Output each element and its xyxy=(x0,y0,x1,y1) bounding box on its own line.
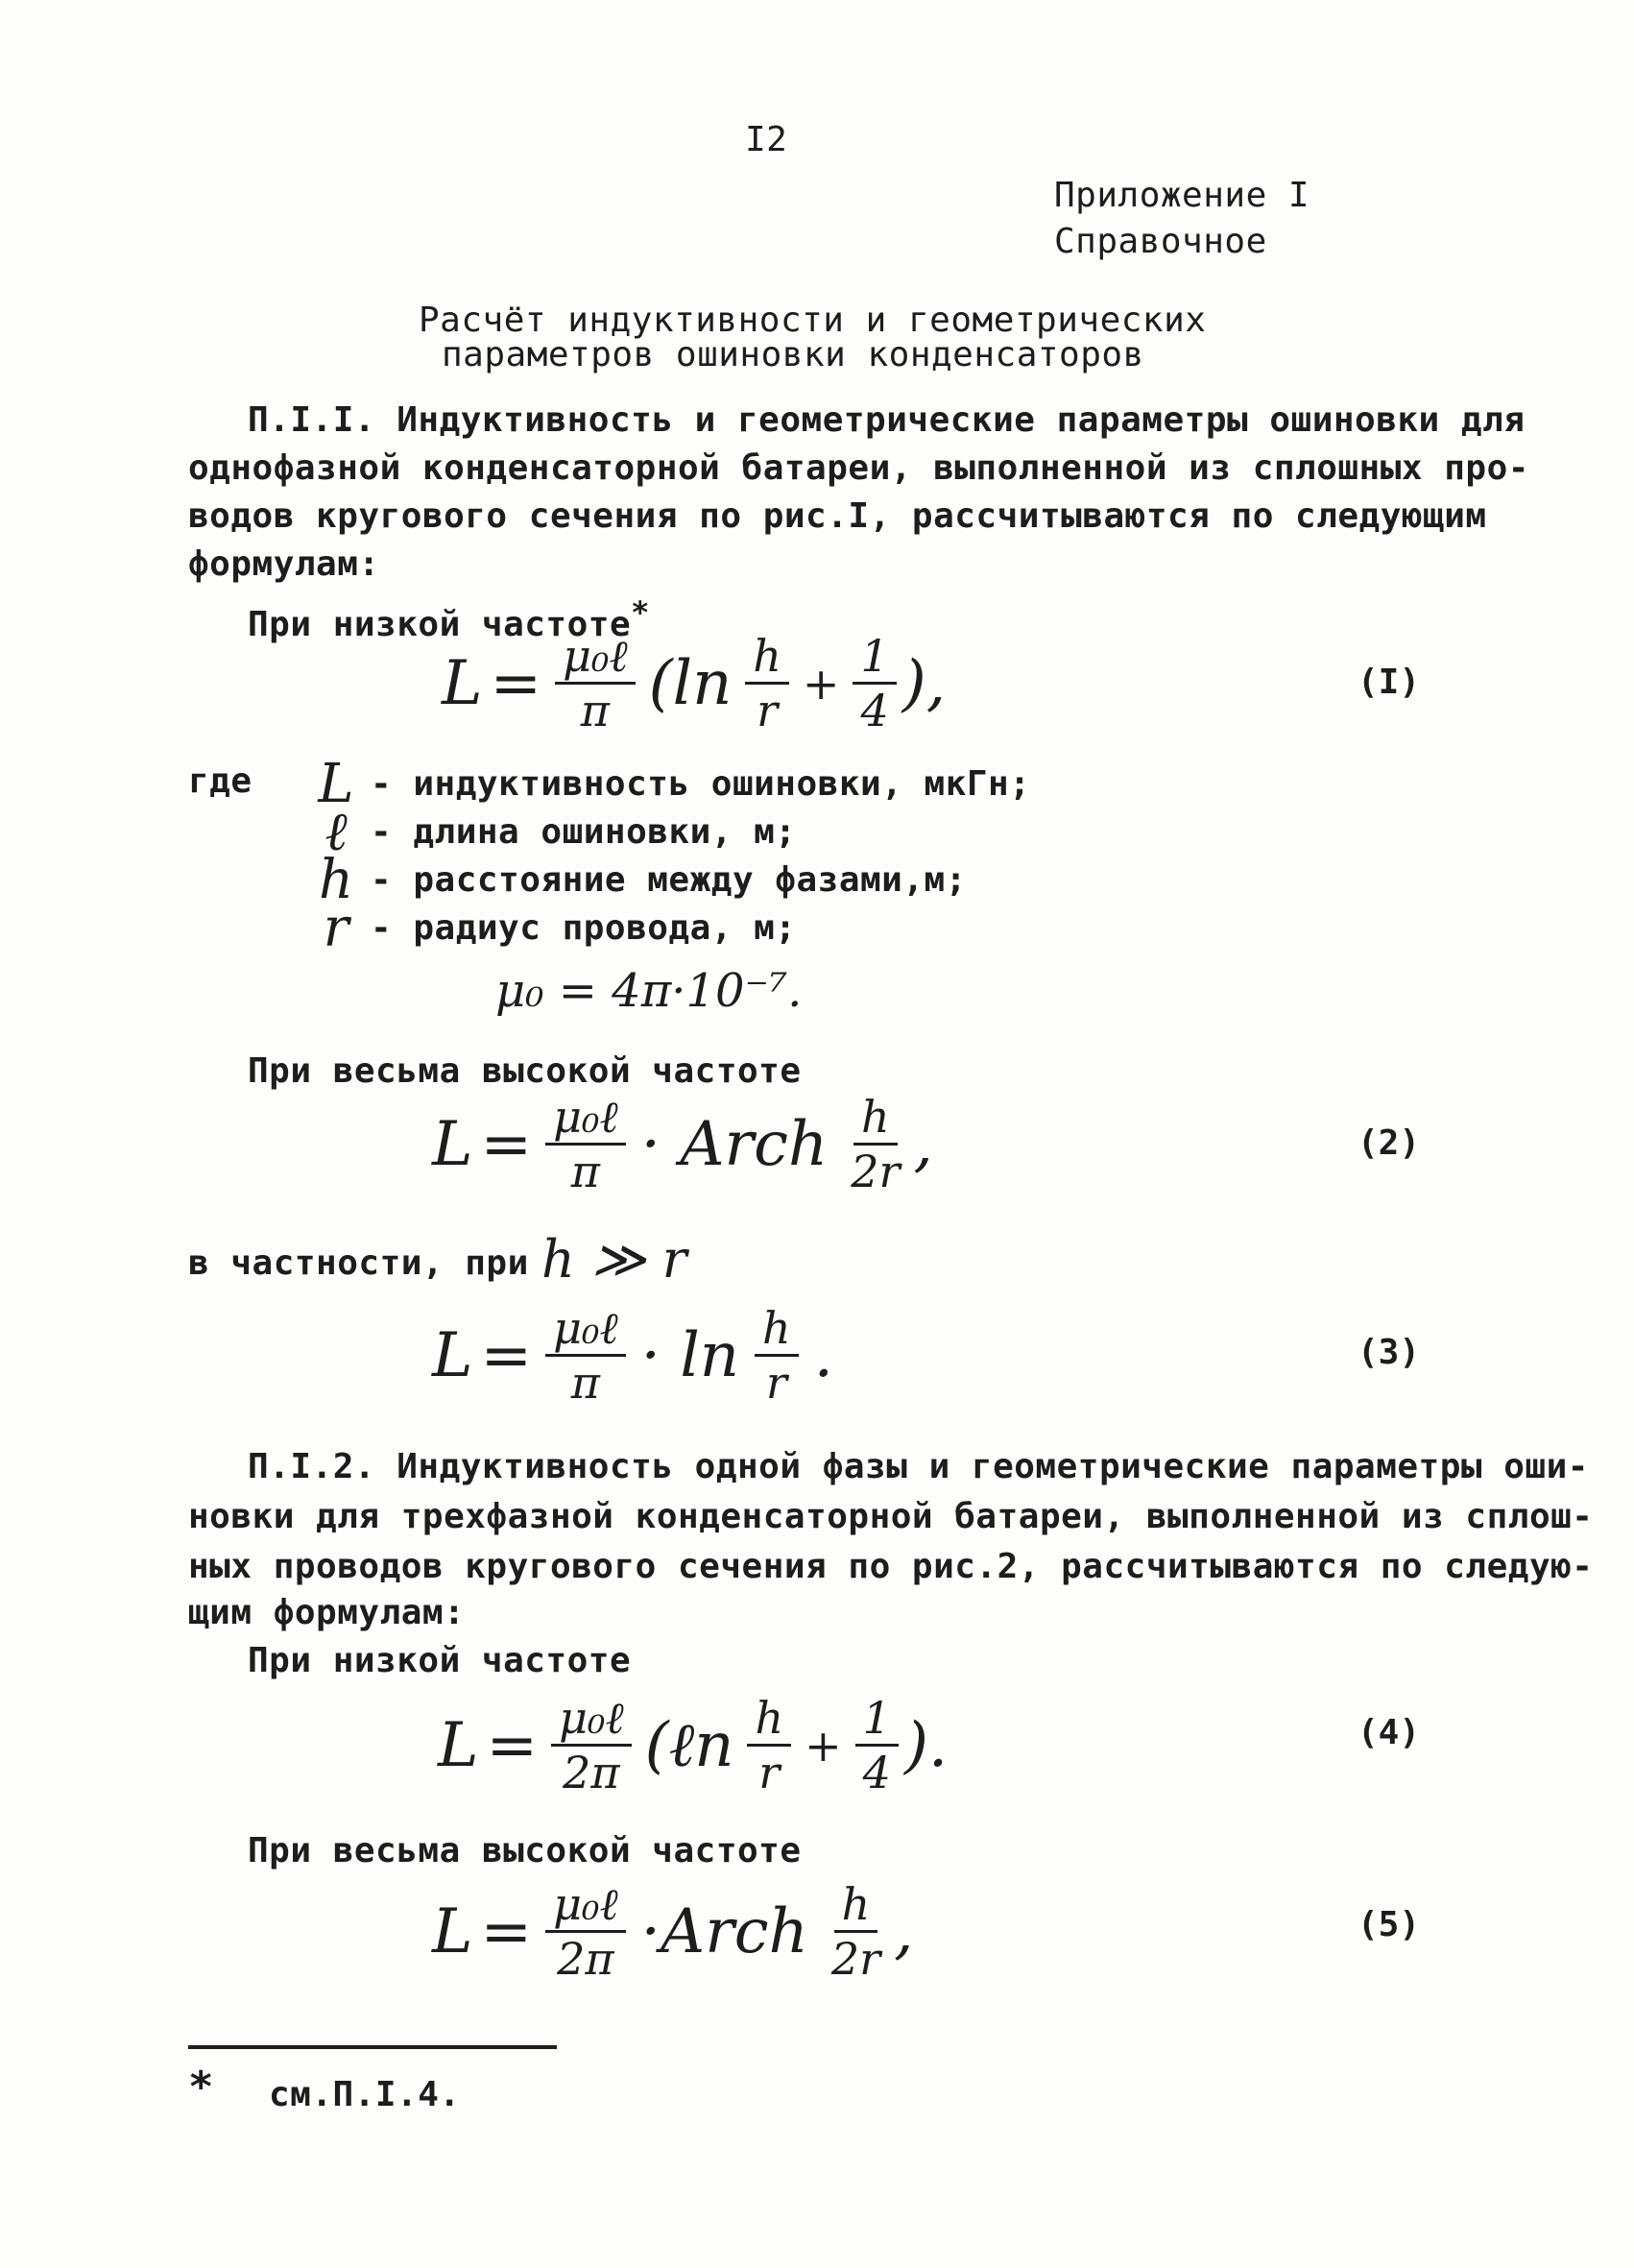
section1-line-3: водов кругового сечения по рис.I, рассчитываются по следующим xyxy=(188,496,1487,536)
eq3-fraction-h-r xyxy=(755,1302,799,1409)
equation-1-number: (I) xyxy=(1358,663,1421,702)
where-label: где xyxy=(188,761,252,801)
eq4-close: ). xyxy=(903,1709,949,1781)
eq2-fraction-h-2r xyxy=(843,1091,907,1197)
eq4-fraction-main xyxy=(551,1692,632,1798)
eq4-fraction-quarter xyxy=(855,1692,899,1798)
eq1-fraction-main xyxy=(555,630,636,736)
title-line-1: Расчёт индуктивности и геометрических xyxy=(419,301,1207,340)
footnote-marker: * xyxy=(188,2063,214,2111)
eq4-h: h xyxy=(747,1696,791,1747)
eq4-denominator: 2π xyxy=(563,1747,620,1798)
eq1-fraction-quarter xyxy=(853,630,896,736)
eq5-fraction-main xyxy=(545,1878,626,1985)
eq3-close: . xyxy=(813,1319,833,1391)
eq4-fraction-h-r xyxy=(747,1692,791,1798)
high-frequency-label-2: При весьма высокой частоте xyxy=(248,1831,802,1870)
eq3-h: h xyxy=(755,1306,799,1357)
eq2-lhs: L xyxy=(432,1108,473,1180)
definition-text: - длина ошиновки, м; xyxy=(371,811,797,852)
high-frequency-label-1: При весьма высокой частоте xyxy=(248,1051,802,1091)
eq2-2r: 2r xyxy=(851,1146,901,1197)
eq1-numerator: μ₀ℓ xyxy=(555,634,636,685)
section1-line-2: однофазной конденсаторной батареи, выполненной из сплошных про- xyxy=(188,448,1529,488)
eq5-close: , xyxy=(894,1895,914,1967)
title-line-2: параметров ошиновки конденсаторов xyxy=(442,335,1144,374)
equation-5-number: (5) xyxy=(1358,1905,1421,1944)
eq4-one: 1 xyxy=(855,1696,899,1747)
eq4-numerator: μ₀ℓ xyxy=(551,1696,632,1747)
eq2-denominator: π xyxy=(570,1146,600,1197)
eq5-equals: = xyxy=(480,1895,533,1967)
eq5-arch: ·Arch xyxy=(640,1895,808,1967)
eq5-fraction-h-2r xyxy=(824,1878,888,1985)
eq3-denominator: π xyxy=(570,1357,600,1409)
equation-5 xyxy=(432,1878,914,1985)
equation-2 xyxy=(432,1091,933,1197)
page-number: I2 xyxy=(745,120,788,159)
symbol-L: L xyxy=(318,753,354,815)
eq1-fraction-h-r xyxy=(745,630,789,736)
eq4-four: 4 xyxy=(862,1747,891,1798)
eq1-denominator: π xyxy=(580,685,610,736)
eq1-ln: (ln xyxy=(648,647,733,719)
equation-2-number: (2) xyxy=(1358,1123,1421,1163)
eq3-equals: = xyxy=(480,1319,533,1391)
eq2-close: , xyxy=(913,1108,933,1180)
appendix-type: Справочное xyxy=(1054,222,1267,261)
symbol-r: r xyxy=(323,897,349,959)
eq2-equals: = xyxy=(480,1108,533,1180)
equation-4-number: (4) xyxy=(1358,1713,1421,1752)
eq1-plus: + xyxy=(802,657,840,710)
equation-3-number: (3) xyxy=(1358,1333,1421,1372)
definition-text: - расстояние между фазами,м; xyxy=(371,859,967,900)
eq1-four: 4 xyxy=(860,685,889,736)
eq1-equals: = xyxy=(490,647,542,719)
low-frequency-text: При низкой частоте xyxy=(248,605,632,644)
eq3-lhs: L xyxy=(432,1319,473,1391)
particular-label: в частности, при xyxy=(188,1243,529,1283)
eq1-close: ), xyxy=(901,647,947,719)
eq3-r: r xyxy=(765,1357,787,1409)
section1-line-1: П.I.I. Индуктивность и геометрические параметры ошиновки для xyxy=(248,400,1526,440)
eq5-numerator: μ₀ℓ xyxy=(545,1882,626,1933)
section2-line-3: ных проводов кругового сечения по рис.2, рассчитываются по следую- xyxy=(188,1547,1594,1586)
eq3-ln: · ln xyxy=(640,1319,739,1391)
definition-text: - индуктивность ошиновки, мкГн; xyxy=(371,763,1031,804)
eq2-fraction-main xyxy=(545,1091,626,1197)
eq5-h: h xyxy=(834,1882,878,1933)
eq5-lhs: L xyxy=(432,1895,473,1967)
eq4-ln: (ℓn xyxy=(644,1709,734,1781)
definition-text: - радиус провода, м; xyxy=(371,907,797,948)
footnote-mark: * xyxy=(631,594,650,631)
eq4-equals: = xyxy=(486,1709,539,1781)
definition-row xyxy=(307,897,796,959)
eq1-r: r xyxy=(757,685,779,736)
eq1-lhs: L xyxy=(442,647,483,719)
equation-1 xyxy=(442,630,947,736)
eq1-h: h xyxy=(745,634,789,685)
equation-4 xyxy=(438,1692,949,1798)
symbol-l: ℓ xyxy=(324,801,348,863)
appendix-label: Приложение I xyxy=(1054,176,1310,215)
eq3-fraction-main xyxy=(545,1302,626,1409)
mu0-definition: μ₀ = 4π·10⁻⁷. xyxy=(495,964,803,1018)
particular-condition: h ≫ r xyxy=(541,1229,687,1290)
eq2-h: h xyxy=(853,1095,898,1146)
eq5-denominator: 2π xyxy=(557,1933,614,1985)
footnote-divider xyxy=(188,2045,557,2049)
eq2-numerator: μ₀ℓ xyxy=(545,1095,626,1146)
eq2-arch: · Arch xyxy=(640,1108,829,1180)
eq4-r: r xyxy=(758,1747,781,1798)
eq3-numerator: μ₀ℓ xyxy=(545,1306,626,1357)
section2-line-2: новки для трехфазной конденсаторной батареи, выполненной из сплош- xyxy=(188,1497,1594,1536)
eq5-2r: 2r xyxy=(830,1933,881,1985)
section2-line-1: П.I.2. Индуктивность одной фазы и геометрические параметры оши- xyxy=(248,1447,1589,1486)
equation-3 xyxy=(432,1302,833,1409)
section1-line-4: формулам: xyxy=(188,544,380,584)
footnote-text: см.П.I.4. xyxy=(269,2075,461,2114)
section2-line-4: щим формулам: xyxy=(188,1593,466,1632)
eq4-plus: + xyxy=(805,1719,842,1772)
eq4-lhs: L xyxy=(438,1709,479,1781)
symbol-h: h xyxy=(318,849,354,911)
eq1-one: 1 xyxy=(853,634,896,685)
low-frequency-label-2: При низкой частоте xyxy=(248,1641,632,1680)
